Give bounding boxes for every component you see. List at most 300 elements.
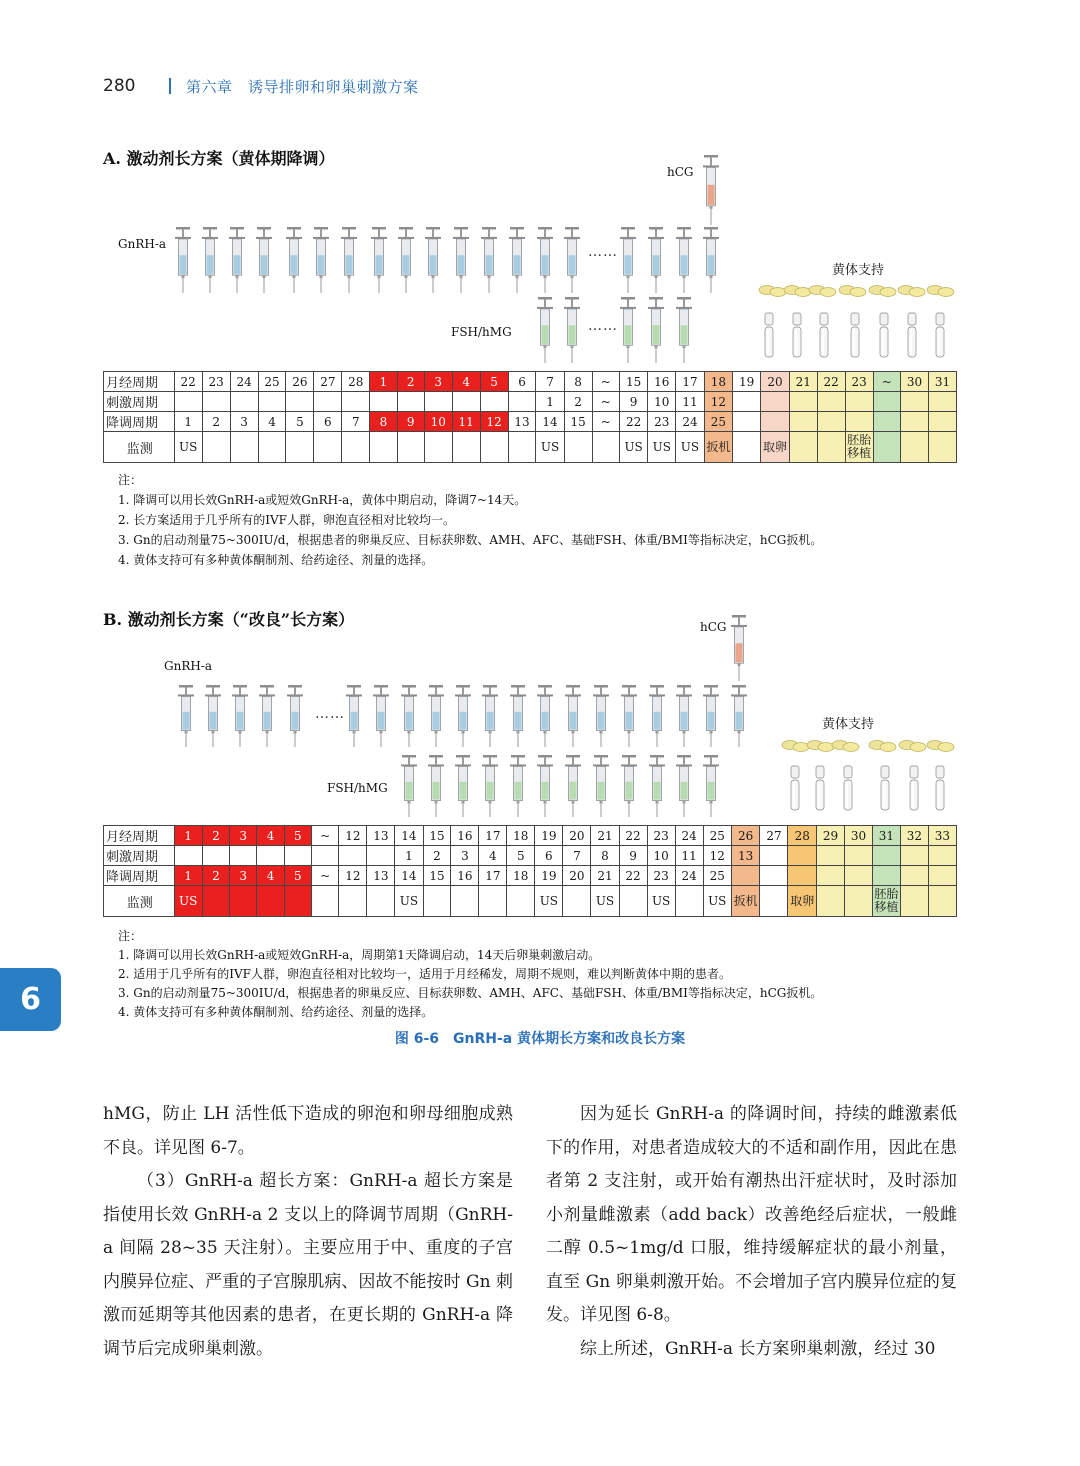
figure-a-gnrh-label: GnRH-a [118, 237, 167, 251]
calendar-cell: 2 [564, 392, 592, 412]
calendar-cell: 31 [872, 826, 900, 846]
calendar-cell: US [536, 432, 564, 463]
calendar-cell: 7 [563, 846, 591, 866]
calendar-cell: 15 [564, 412, 592, 432]
calendar-cell: 4 [257, 866, 284, 886]
progesterone-pill-icon [898, 286, 925, 297]
body-right-column [546, 1098, 957, 1366]
calendar-cell: 12 [339, 866, 367, 886]
calendar-cell: 11 [676, 392, 704, 412]
gnrh-syringe-icon [481, 227, 497, 293]
fsh-syringe-icon [455, 755, 471, 817]
calendar-cell: 24 [675, 866, 703, 886]
calendar-cell: 22 [817, 372, 845, 392]
gnrh-syringe-icon [425, 227, 441, 293]
calendar-cell [760, 886, 788, 917]
calendar-row-label: 降调周期 [104, 412, 175, 432]
gnrh-syringe-icon [232, 685, 248, 747]
figure-a-calendar-table [103, 371, 957, 463]
calendar-cell: 25 [258, 372, 286, 392]
calendar-cell [873, 412, 900, 432]
calendar-cell: US [395, 886, 423, 917]
calendar-cell: 2 [202, 866, 229, 886]
calendar-cell [258, 392, 286, 412]
fsh-syringe-icon [676, 297, 692, 363]
calendar-cell [367, 886, 395, 917]
calendar-cell: 14 [395, 826, 423, 846]
calendar-cell [760, 846, 788, 866]
calendar-cell [900, 886, 928, 917]
calendar-cell [423, 886, 451, 917]
calendar-cell [817, 886, 845, 917]
calendar-cell [845, 846, 873, 866]
body-right-paragraph-1: 因为延长 GnRH-a 的降调时间，持续的雌激素低下的作用，对患者造成较大的不适和副作用，因此在患者第 2 支注射，或开始有潮热出汗症状时，及时添加小剂量雌激素（add back）改善绝经后症状，一般雌二醇 0.5~1mg/d 口服，维持缓解症状的最小剂量，直至 Gn 卵巢刺激开始。不会增加子宫内膜异位症的复发。详见图 6-8。 [546, 1104, 957, 1325]
calendar-cell: 19 [733, 372, 761, 392]
calendar-cell [284, 886, 311, 917]
figure-b-hcg-label: hCG [700, 620, 727, 634]
calendar-cell: 3 [230, 866, 257, 886]
hcg-syringe-icon [703, 155, 719, 225]
calendar-cell: 8 [564, 372, 592, 392]
calendar-cell [257, 886, 284, 917]
calendar-cell [733, 412, 761, 432]
calendar-cell: 取卵 [788, 886, 817, 917]
calendar-cell: 10 [648, 392, 676, 412]
calendar-cell [900, 846, 928, 866]
fsh-syringe-icon [428, 755, 444, 817]
progesterone-vial-icon [851, 313, 859, 357]
progesterone-vial-icon [844, 766, 852, 810]
fsh-syringe-icon [537, 755, 553, 817]
calendar-cell: 6 [508, 372, 536, 392]
calendar-cell: 13 [731, 846, 760, 866]
figure-b-note-4: 4. 黄体支持可有多种黄体酮制剂、给药途径、剂量的选择。 [118, 1005, 434, 1019]
figure-a-fsh-label: FSH/hMG [451, 325, 512, 339]
calendar-row-down [104, 412, 957, 432]
calendar-cell [675, 886, 703, 917]
calendar-cell [901, 432, 929, 463]
calendar-cell: 29 [817, 826, 845, 846]
calendar-cell: 30 [845, 826, 873, 846]
figure-b-ellipsis: …… [315, 706, 345, 722]
calendar-cell [817, 392, 845, 412]
calendar-cell: 24 [675, 826, 703, 846]
calendar-cell: 30 [901, 372, 929, 392]
progesterone-vial-icon [908, 313, 916, 357]
calendar-cell [817, 432, 845, 463]
calendar-cell: 1 [174, 826, 202, 846]
calendar-cell: 14 [536, 412, 564, 432]
fsh-syringe-icon [649, 755, 665, 817]
gnrh-syringe-icon [482, 685, 498, 747]
calendar-cell: US [647, 886, 675, 917]
calendar-cell: 19 [535, 866, 563, 886]
body-left-column [103, 1098, 513, 1366]
gnrh-syringe-icon [398, 227, 414, 293]
calendar-cell: 9 [619, 846, 647, 866]
figure-b-title: B. 激动剂长方案（“改良”长方案） [103, 610, 355, 629]
calendar-cell: 20 [761, 372, 790, 392]
figure-b-illustration [0, 600, 1080, 825]
calendar-cell: 22 [619, 826, 647, 846]
calendar-row-label: 刺激周期 [104, 392, 175, 412]
calendar-cell [230, 846, 257, 866]
gnrh-syringe-icon [286, 227, 302, 293]
calendar-cell: 12 [703, 846, 731, 866]
calendar-cell: 15 [423, 866, 451, 886]
calendar-cell: 24 [676, 412, 704, 432]
figure-a-illustration [0, 140, 1080, 370]
header-divider [169, 78, 171, 94]
progesterone-vial-icon [765, 313, 773, 357]
calendar-cell: 2 [202, 412, 230, 432]
calendar-cell [845, 392, 873, 412]
gnrh-syringe-icon [346, 685, 362, 747]
calendar-cell: 26 [286, 372, 314, 392]
calendar-row-cycle [104, 826, 957, 846]
progesterone-vial-icon [793, 313, 801, 357]
calendar-cell [733, 392, 761, 412]
gnrh-syringe-icon [373, 685, 389, 747]
gnrh-syringe-icon [565, 685, 581, 747]
figure-b-note-3: 3. Gn的启动剂量75~300IU/d，根据患者的卵巢反应、目标获卵数、AMH、AFC、基础FSH、体重/BMI等指标决定，hCG扳机。 [118, 986, 823, 1000]
calendar-cell: 9 [397, 412, 424, 432]
calendar-cell [789, 412, 817, 432]
gnrh-syringe-icon [371, 227, 387, 293]
gnrh-syringe-icon [509, 227, 525, 293]
calendar-cell: 13 [367, 826, 395, 846]
calendar-cell: 11 [675, 846, 703, 866]
calendar-cell: 16 [451, 866, 479, 886]
gnrh-syringe-icon [648, 227, 664, 293]
fsh-syringe-icon [565, 755, 581, 817]
calendar-cell: 21 [789, 372, 817, 392]
gnrh-syringe-icon [205, 685, 221, 747]
calendar-cell: 24 [230, 372, 258, 392]
figure-b-note-2: 2. 适用于几乎所有的IVF人群，卵泡直径相对比较均一，适用于月经稀发，周期不规则，难以判断黄体中期的患者。 [118, 967, 732, 981]
calendar-cell [202, 886, 229, 917]
calendar-cell [761, 392, 790, 412]
calendar-cell: 18 [507, 826, 535, 846]
calendar-cell: 17 [676, 372, 704, 392]
calendar-cell [928, 886, 956, 917]
calendar-cell [817, 412, 845, 432]
calendar-cell [174, 392, 202, 412]
progesterone-vial-icon [881, 766, 889, 810]
calendar-cell [311, 886, 339, 917]
calendar-cell [788, 866, 817, 886]
calendar-cell: 23 [845, 372, 873, 392]
calendar-cell [367, 846, 395, 866]
calendar-cell [872, 866, 900, 886]
gnrh-syringe-icon [537, 685, 553, 747]
calendar-cell: 26 [731, 826, 760, 846]
fsh-syringe-icon [621, 755, 637, 817]
progesterone-vial-icon [936, 313, 944, 357]
gnrh-syringe-icon [313, 227, 329, 293]
gnrh-syringe-icon [287, 685, 303, 747]
body-right-paragraph-2: 综上所述，GnRH-a 长方案卵巢刺激，经过 30 [580, 1338, 936, 1359]
calendar-cell [760, 866, 788, 886]
calendar-cell: 1 [536, 392, 564, 412]
calendar-cell [397, 392, 424, 412]
calendar-cell: 12 [480, 412, 508, 432]
calendar-cell [733, 432, 761, 463]
body-left-paragraph-1: hMG，防止 LH 活性低下造成的卵泡和卵母细胞成熟不良。详见图 6-7。 [103, 1104, 513, 1158]
gnrh-syringe-icon [455, 685, 471, 747]
calendar-cell: 1 [370, 372, 397, 392]
calendar-cell: 扳机 [704, 432, 733, 463]
calendar-cell [230, 432, 258, 463]
calendar-cell [928, 392, 956, 412]
calendar-row-monitor [104, 432, 957, 463]
calendar-cell [311, 846, 339, 866]
calendar-cell: 33 [928, 826, 956, 846]
calendar-cell: 17 [479, 866, 507, 886]
calendar-cell: 8 [591, 846, 619, 866]
fsh-syringe-icon [510, 755, 526, 817]
progesterone-pill-icon [839, 286, 866, 297]
calendar-cell [480, 392, 508, 412]
calendar-cell [452, 392, 480, 412]
calendar-cell [564, 432, 592, 463]
gnrh-syringe-icon [175, 227, 191, 293]
calendar-cell [508, 392, 536, 412]
calendar-cell: 25 [704, 412, 733, 432]
page-number: 280 [103, 76, 136, 96]
calendar-cell: 14 [395, 866, 423, 886]
gnrh-syringe-icon [649, 685, 665, 747]
calendar-cell: 28 [342, 372, 370, 392]
gnrh-syringe-icon [256, 227, 272, 293]
calendar-cell: 5 [284, 826, 311, 846]
calendar-cell: 9 [620, 392, 648, 412]
calendar-cell [424, 432, 452, 463]
calendar-cell: 23 [202, 372, 230, 392]
fsh-syringe-icon [648, 297, 664, 363]
calendar-cell: 胚胎移植 [872, 886, 900, 917]
calendar-cell: 1 [174, 866, 202, 886]
fsh-syringe-icon [593, 755, 609, 817]
calendar-cell [928, 866, 956, 886]
gnrh-syringe-icon [178, 685, 194, 747]
calendar-cell: 27 [760, 826, 788, 846]
figure-a-hcg-label: hCG [667, 165, 694, 179]
calendar-cell: 8 [370, 412, 397, 432]
gnrh-syringe-icon [703, 685, 719, 747]
fsh-syringe-icon [482, 755, 498, 817]
calendar-cell [873, 432, 900, 463]
fsh-syringe-icon [676, 755, 692, 817]
calendar-cell: US [174, 886, 202, 917]
calendar-cell [731, 866, 760, 886]
calendar-cell: 2 [423, 846, 451, 866]
figure-a-note-2: 2. 长方案适用于几乎所有的IVF人群，卵泡直径相对比较均一。 [118, 513, 455, 527]
figure-a-title: A. 激动剂长方案（黄体期降调） [103, 149, 335, 168]
calendar-cell: 27 [314, 372, 342, 392]
gnrh-syringe-icon [676, 227, 692, 293]
calendar-cell [845, 866, 873, 886]
calendar-cell [397, 432, 424, 463]
calendar-cell [480, 432, 508, 463]
calendar-row-cycle [104, 372, 957, 392]
calendar-cell: 17 [479, 826, 507, 846]
progesterone-pill-icon [899, 741, 926, 752]
calendar-cell: 1 [174, 412, 202, 432]
calendar-cell: 10 [424, 412, 452, 432]
calendar-cell: 5 [480, 372, 508, 392]
calendar-cell: 3 [451, 846, 479, 866]
chapter-side-tab: 6 [0, 968, 61, 1031]
calendar-cell [339, 846, 367, 866]
calendar-cell: 12 [339, 826, 367, 846]
calendar-cell [230, 392, 258, 412]
gnrh-syringe-icon [620, 227, 636, 293]
calendar-cell: US [676, 432, 704, 463]
gnrh-syringe-icon [564, 227, 580, 293]
progesterone-pill-icon [807, 741, 834, 752]
calendar-cell: US [535, 886, 563, 917]
calendar-cell [817, 866, 845, 886]
calendar-cell [788, 846, 817, 866]
calendar-cell: 10 [647, 846, 675, 866]
calendar-cell [286, 432, 314, 463]
calendar-row-label: 刺激周期 [104, 846, 175, 866]
calendar-cell [284, 846, 311, 866]
calendar-cell [342, 432, 370, 463]
calendar-cell: US [591, 886, 619, 917]
calendar-cell [342, 392, 370, 412]
calendar-cell: 21 [591, 866, 619, 886]
calendar-cell [563, 886, 591, 917]
progesterone-pill-icon [869, 286, 896, 297]
progesterone-pill-icon [832, 741, 859, 752]
gnrh-syringe-icon [428, 685, 444, 747]
calendar-cell: 4 [452, 372, 480, 392]
calendar-cell: US [620, 432, 648, 463]
calendar-cell: 5 [507, 846, 535, 866]
progesterone-vial-icon [880, 313, 888, 357]
calendar-cell: 1 [395, 846, 423, 866]
calendar-cell: 23 [648, 412, 676, 432]
figure-a-luteal-label: 黄体支持 [832, 263, 885, 278]
calendar-cell: ~ [592, 372, 619, 392]
calendar-cell: US [703, 886, 731, 917]
fsh-syringe-icon [564, 297, 580, 363]
calendar-cell [370, 432, 397, 463]
calendar-cell [507, 886, 535, 917]
calendar-cell [761, 412, 790, 432]
calendar-cell: 13 [367, 866, 395, 886]
fsh-syringe-icon [620, 297, 636, 363]
figure-a-ellipsis-fsh: …… [588, 318, 618, 334]
calendar-row-stim [104, 846, 957, 866]
progesterone-pill-icon [869, 741, 896, 752]
gnrh-syringe-icon [703, 227, 719, 293]
progesterone-vial-icon [791, 766, 799, 810]
calendar-cell [286, 392, 314, 412]
calendar-cell: 21 [591, 826, 619, 846]
calendar-cell [258, 432, 286, 463]
progesterone-pill-icon [927, 741, 954, 752]
progesterone-vial-icon [816, 766, 824, 810]
calendar-cell: US [648, 432, 676, 463]
calendar-cell [619, 886, 647, 917]
calendar-cell: 22 [174, 372, 202, 392]
calendar-cell [901, 412, 929, 432]
figure-b-luteal-label: 黄体支持 [822, 717, 875, 732]
calendar-row-label: 监测 [104, 886, 175, 917]
progesterone-pill-icon [782, 741, 809, 752]
progesterone-pill-icon [784, 286, 811, 297]
calendar-cell: 7 [342, 412, 370, 432]
calendar-cell: 11 [452, 412, 480, 432]
calendar-cell: 6 [314, 412, 342, 432]
calendar-cell [424, 392, 452, 412]
calendar-cell: ~ [311, 826, 339, 846]
calendar-cell: 扳机 [731, 886, 760, 917]
calendar-cell: 7 [536, 372, 564, 392]
calendar-cell [257, 846, 284, 866]
calendar-cell: US [174, 432, 202, 463]
calendar-cell [928, 846, 956, 866]
calendar-cell [202, 432, 230, 463]
calendar-cell [339, 886, 367, 917]
hcg-syringe-icon [731, 615, 747, 681]
calendar-cell [845, 886, 873, 917]
calendar-cell: 13 [508, 412, 536, 432]
progesterone-vial-icon [910, 766, 918, 810]
calendar-cell: 23 [647, 826, 675, 846]
calendar-cell: 4 [258, 412, 286, 432]
calendar-cell: 3 [424, 372, 452, 392]
figure-b-note-1: 1. 降调可以用长效GnRH-a或短效GnRH-a，周期第1天降调启动，14天后卵巢刺激启动。 [118, 948, 601, 962]
figure-a-note-4: 4. 黄体支持可有多种黄体酮制剂、给药途径、剂量的选择。 [118, 553, 434, 567]
gnrh-syringe-icon [676, 685, 692, 747]
calendar-cell [817, 846, 845, 866]
calendar-cell: 25 [703, 826, 731, 846]
calendar-cell: ~ [592, 412, 619, 432]
calendar-cell: ~ [873, 372, 900, 392]
fsh-syringe-icon [401, 755, 417, 817]
calendar-row-label: 月经周期 [104, 372, 175, 392]
figure-b-calendar-table [103, 825, 957, 917]
calendar-cell [592, 432, 619, 463]
gnrh-syringe-icon [731, 685, 747, 747]
calendar-cell [202, 392, 230, 412]
gnrh-syringe-icon [510, 685, 526, 747]
calendar-cell [451, 886, 479, 917]
figure-a-ellipsis-gnrh: …… [588, 244, 618, 260]
calendar-cell: 19 [535, 826, 563, 846]
calendar-cell [314, 432, 342, 463]
calendar-cell [928, 432, 956, 463]
figure-b-fsh-label: FSH/hMG [327, 781, 388, 795]
calendar-cell: 5 [286, 412, 314, 432]
figure-caption: 图 6-6 GnRH-a 黄体期长方案和改良长方案 [394, 1031, 686, 1047]
calendar-row-stim [104, 392, 957, 412]
calendar-cell: 25 [703, 866, 731, 886]
gnrh-syringe-icon [593, 685, 609, 747]
calendar-cell: 胚胎移植 [845, 432, 873, 463]
calendar-cell: ~ [311, 866, 339, 886]
calendar-cell: 16 [451, 826, 479, 846]
calendar-cell: 4 [257, 826, 284, 846]
progesterone-pill-icon [759, 286, 786, 297]
calendar-cell: 6 [535, 846, 563, 866]
gnrh-syringe-icon [259, 685, 275, 747]
fsh-syringe-icon [537, 297, 553, 363]
